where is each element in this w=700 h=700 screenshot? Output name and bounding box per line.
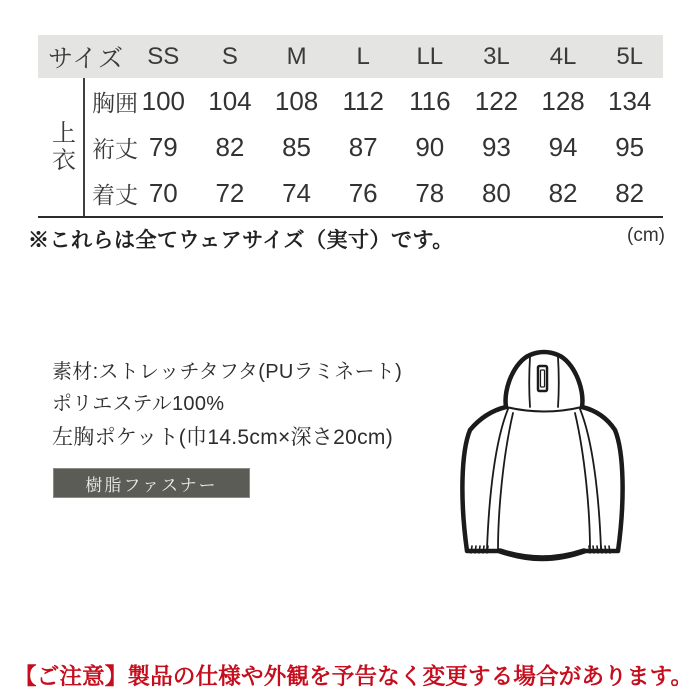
size-value-cell: 87 [348, 131, 378, 162]
size-column-header: LL [416, 42, 444, 70]
size-column-header: M [286, 42, 307, 70]
size-value-cell: 112 [342, 85, 384, 116]
size-value-cell: 78 [415, 177, 445, 208]
size-value-cell: 116 [409, 85, 451, 116]
table-row-sleeve [85, 124, 663, 170]
size-table-header [38, 35, 663, 78]
size-column-header: SS [147, 42, 180, 70]
garment-group-cell [38, 78, 83, 216]
row-label: 着丈 [92, 181, 138, 208]
material-text-line1: 素材:ストレッチタフタ(PUラミネート) [52, 361, 403, 383]
hood-loop-inner [541, 370, 545, 387]
hood-seam-left [529, 357, 530, 407]
size-header-label: サイズ [48, 44, 125, 73]
size-value-cell: 85 [282, 131, 312, 162]
size-column-header: S [221, 42, 238, 70]
size-value-cell: 108 [274, 85, 319, 116]
size-value-cell: 82 [215, 131, 245, 162]
size-table-body [38, 78, 663, 216]
size-value-cell: 74 [282, 177, 312, 208]
unit-label: (cm) [627, 225, 665, 246]
size-column-header: 5L [616, 42, 644, 70]
size-value-cell: 72 [215, 177, 245, 208]
note-row [28, 224, 665, 254]
material-text-line2: ポリエステル100% [52, 393, 225, 415]
zipper-feature-badge: 樹脂ファスナー [53, 468, 250, 498]
wear-size-note: ※これらは全てウェアサイズ（実寸）です。 [28, 229, 454, 252]
table-row-length [85, 170, 663, 216]
size-value-cell: 94 [548, 131, 578, 162]
size-value-cell: 104 [208, 85, 252, 116]
size-value-cell: 128 [541, 85, 585, 116]
row-label: 胸囲 [92, 89, 138, 116]
size-value-cell: 76 [348, 177, 378, 208]
size-value-cell: 70 [148, 177, 178, 208]
hood-seam-right [558, 357, 559, 407]
size-value-cell: 100 [141, 85, 185, 116]
caution-notice-text: 【ご注意】製品の仕様や外観を予告なく変更する場合があります。 [14, 664, 694, 689]
size-value-cell: 122 [474, 85, 519, 116]
row-label: 裄丈 [92, 135, 138, 162]
size-column-header: L [356, 42, 370, 70]
size-column-header: 3L [483, 42, 510, 70]
size-value-cell: 80 [481, 177, 511, 208]
size-value-cell: 93 [481, 131, 511, 162]
size-value-cell: 82 [615, 177, 645, 208]
size-value-cell: 134 [607, 85, 652, 116]
garment-group-label: 上衣 [47, 120, 75, 174]
measurement-rows [83, 78, 663, 216]
size-value-cell: 95 [615, 131, 645, 162]
table-bottom-rule [38, 216, 663, 218]
size-column-header: 4L [549, 42, 577, 70]
table-row-chest [85, 78, 663, 124]
size-value-cell: 90 [415, 131, 445, 162]
size-value-cell: 79 [148, 131, 178, 162]
jacket-back-illustration [443, 346, 633, 578]
pocket-spec-text: 左胸ポケット(巾14.5cm×深さ20cm) [52, 426, 394, 449]
size-table [38, 35, 663, 218]
size-value-cell: 82 [548, 177, 578, 208]
